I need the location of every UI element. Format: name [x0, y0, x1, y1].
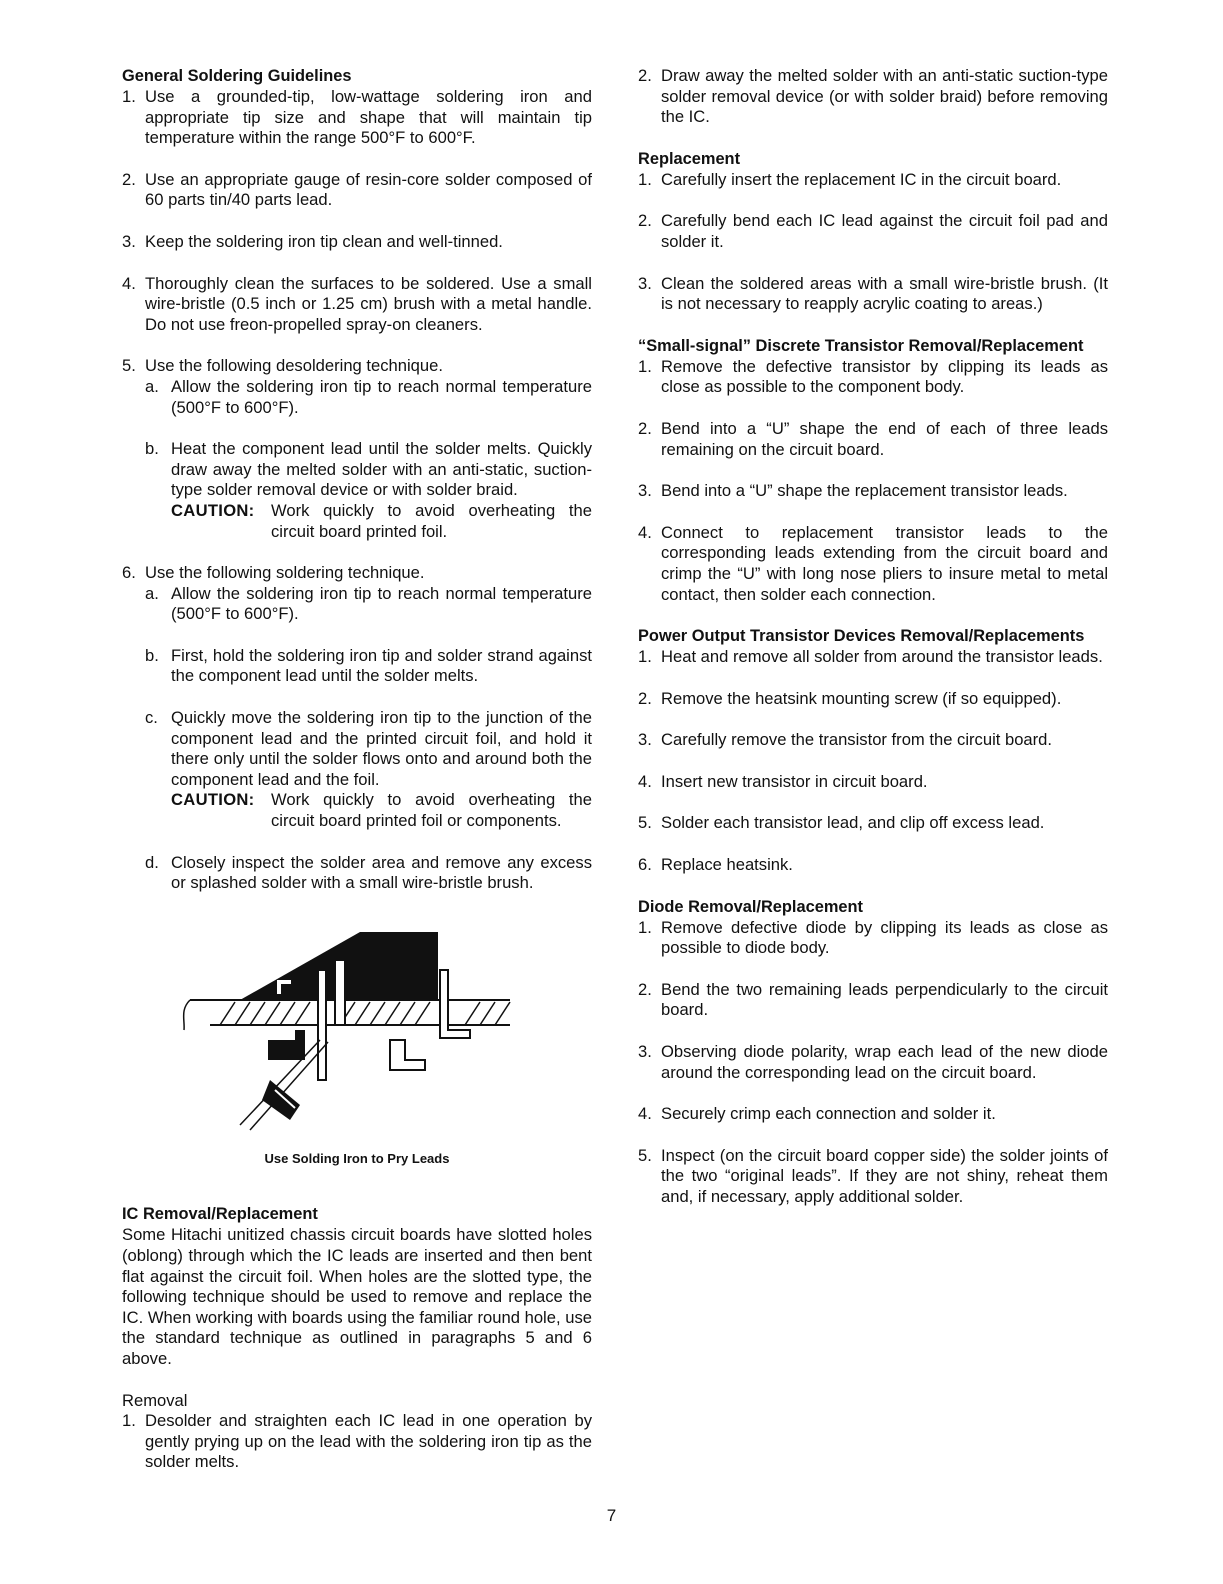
ic-removal-heading: IC Removal/Replacement — [122, 1205, 318, 1224]
sub-item: b. First, hold the soldering iron tip and solder strand against the component lead until the solder melts. — [145, 645, 592, 686]
sub-item: a. Allow the soldering iron tip to reach normal temperature (500°F to 600°F). — [145, 583, 592, 624]
sub-item: a. Allow the soldering iron tip to reach normal temperature (500°F to 600°F). — [145, 376, 592, 417]
list-item: 5. Solder each transistor lead, and clip off excess lead. — [638, 813, 1045, 833]
sub-item: d. Closely inspect the solder area and remove any excess or splashed solder with a small wire-bristle brush. — [145, 852, 592, 893]
ic-lead-diagram — [180, 930, 520, 1135]
list-item: 2. Use an appropriate gauge of resin-core solder composed of 60 parts tin/40 parts lead. — [122, 169, 592, 210]
list-item: 2. Carefully bend each IC lead against the circuit foil pad and solder it. — [638, 211, 1108, 251]
list-item: 2. Remove the heatsink mounting screw (if so equipped). — [638, 688, 1062, 708]
list-item: 2. Bend the two remaining leads perpendicularly to the circuit board. — [638, 979, 1108, 1020]
general-soldering-heading: General Soldering Guidelines — [122, 67, 352, 85]
list-item: 3. Carefully remove the transistor from the circuit board. — [638, 730, 1053, 750]
list-item: 4. Thoroughly clean the surfaces to be soldered. Use a small wire-bristle (0.5 inch or 1.25 cm) brush with a metal handle. Do not use freon-propelled spray-on cleaners. — [122, 273, 592, 334]
list-item: 5. Inspect (on the circuit board copper side) the solder joints of the two “original leads”. If they are not shiny, reheat them and, if necessary, apply additional solder. — [638, 1145, 1108, 1206]
power-output-heading: Power Output Transistor Devices Removal/Replacements — [638, 627, 1085, 646]
replacement-heading: Replacement — [638, 149, 741, 168]
list-item: 2. Bend into a “U” shape the end of each of three leads remaining on the circuit board. — [638, 418, 1108, 459]
list-item: 1. Heat and remove all solder from around the transistor leads. — [638, 647, 1103, 667]
small-signal-heading: “Small-signal” Discrete Transistor Removal/Replacement — [638, 336, 1084, 355]
list-item: 1. Desolder and straighten each IC lead in one operation by gently prying up on the lead with the soldering iron tip as the solder melts. — [122, 1411, 592, 1472]
list-item: 2. Draw away the melted solder with an anti-static suction-type solder removal device (or with solder braid) before removing the IC. — [638, 66, 1108, 127]
list-item-soldering: 6. Use the following soldering technique. — [122, 563, 425, 583]
list-item: 6. Replace heatsink. — [638, 855, 793, 875]
list-item: 4. Connect to replacement transistor leads to the corresponding leads extending from the circuit board and crimp the “U” with long nose pliers to insure metal to metal contact, then solder each connection. — [638, 522, 1108, 604]
list-item: 3. Keep the soldering iron tip clean and well-tinned. — [122, 231, 503, 251]
sub-item: c. Quickly move the soldering iron tip to the junction of the component lead and the printed circuit foil, and hold it there only until the solder flows onto and around both the component lead and the foil. — [145, 708, 592, 789]
list-item: 3. Bend into a “U” shape the replacement transistor leads. — [638, 481, 1068, 501]
soldering-iron-illustration — [180, 930, 520, 1135]
left-column — [122, 66, 592, 1494]
ic-paragraph: Some Hitachi unitized chassis circuit boards have slotted holes (oblong) through which the IC leads are inserted and then bent flat against the circuit foil. When holes are the slotted type, the following technique should be used to remove and replace the IC. When working with boards using the familiar round hole, use the standard technique as outlined in paragraphs 5 and 6 above. — [122, 1225, 592, 1368]
list-item: 3. Clean the soldered areas with a small wire-bristle brush. (It is not necessary to reapply acrylic coating to areas.) — [638, 273, 1108, 314]
removal-heading: Removal — [122, 1390, 188, 1410]
list-item-desoldering: 5. Use the following desoldering technique. — [122, 356, 443, 376]
list-item: 1. Use a grounded-tip, low-wattage soldering iron and appropriate tip size and shape that will maintain tip temperature within the range 500°F to 600°F. — [122, 87, 592, 148]
list-item: 3. Observing diode polarity, wrap each lead of the new diode around the corresponding lead on the circuit board. — [638, 1042, 1108, 1082]
list-item: 1. Remove defective diode by clipping its leads as close as possible to diode body. — [638, 917, 1108, 958]
caution-note: CAUTION: Work quickly to avoid overheating the circuit board printed foil. — [171, 500, 592, 541]
desoldering-sublist — [145, 377, 592, 542]
figure-caption: Use Solding Iron to Pry Leads — [264, 1150, 450, 1166]
soldering-sublist — [145, 584, 592, 894]
page-number: 7 — [606, 1506, 617, 1525]
caution-note: CAUTION: Work quickly to avoid overheating the circuit board printed foil or components. — [171, 790, 592, 831]
list-item: 1. Remove the defective transistor by clipping its leads as close as possible to the component body. — [638, 356, 1108, 397]
sub-item: b. Heat the component lead until the solder melts. Quickly draw away the melted solder with an anti-static, suction-type solder removal device or with solder braid. — [145, 439, 592, 500]
list-item: 4. Insert new transistor in circuit board. — [638, 771, 928, 791]
list-item: 1. Carefully insert the replacement IC in the circuit board. — [638, 169, 1062, 189]
diode-heading: Diode Removal/Replacement — [638, 897, 863, 916]
right-column — [638, 66, 1108, 1229]
list-item: 4. Securely crimp each connection and solder it. — [638, 1104, 996, 1124]
